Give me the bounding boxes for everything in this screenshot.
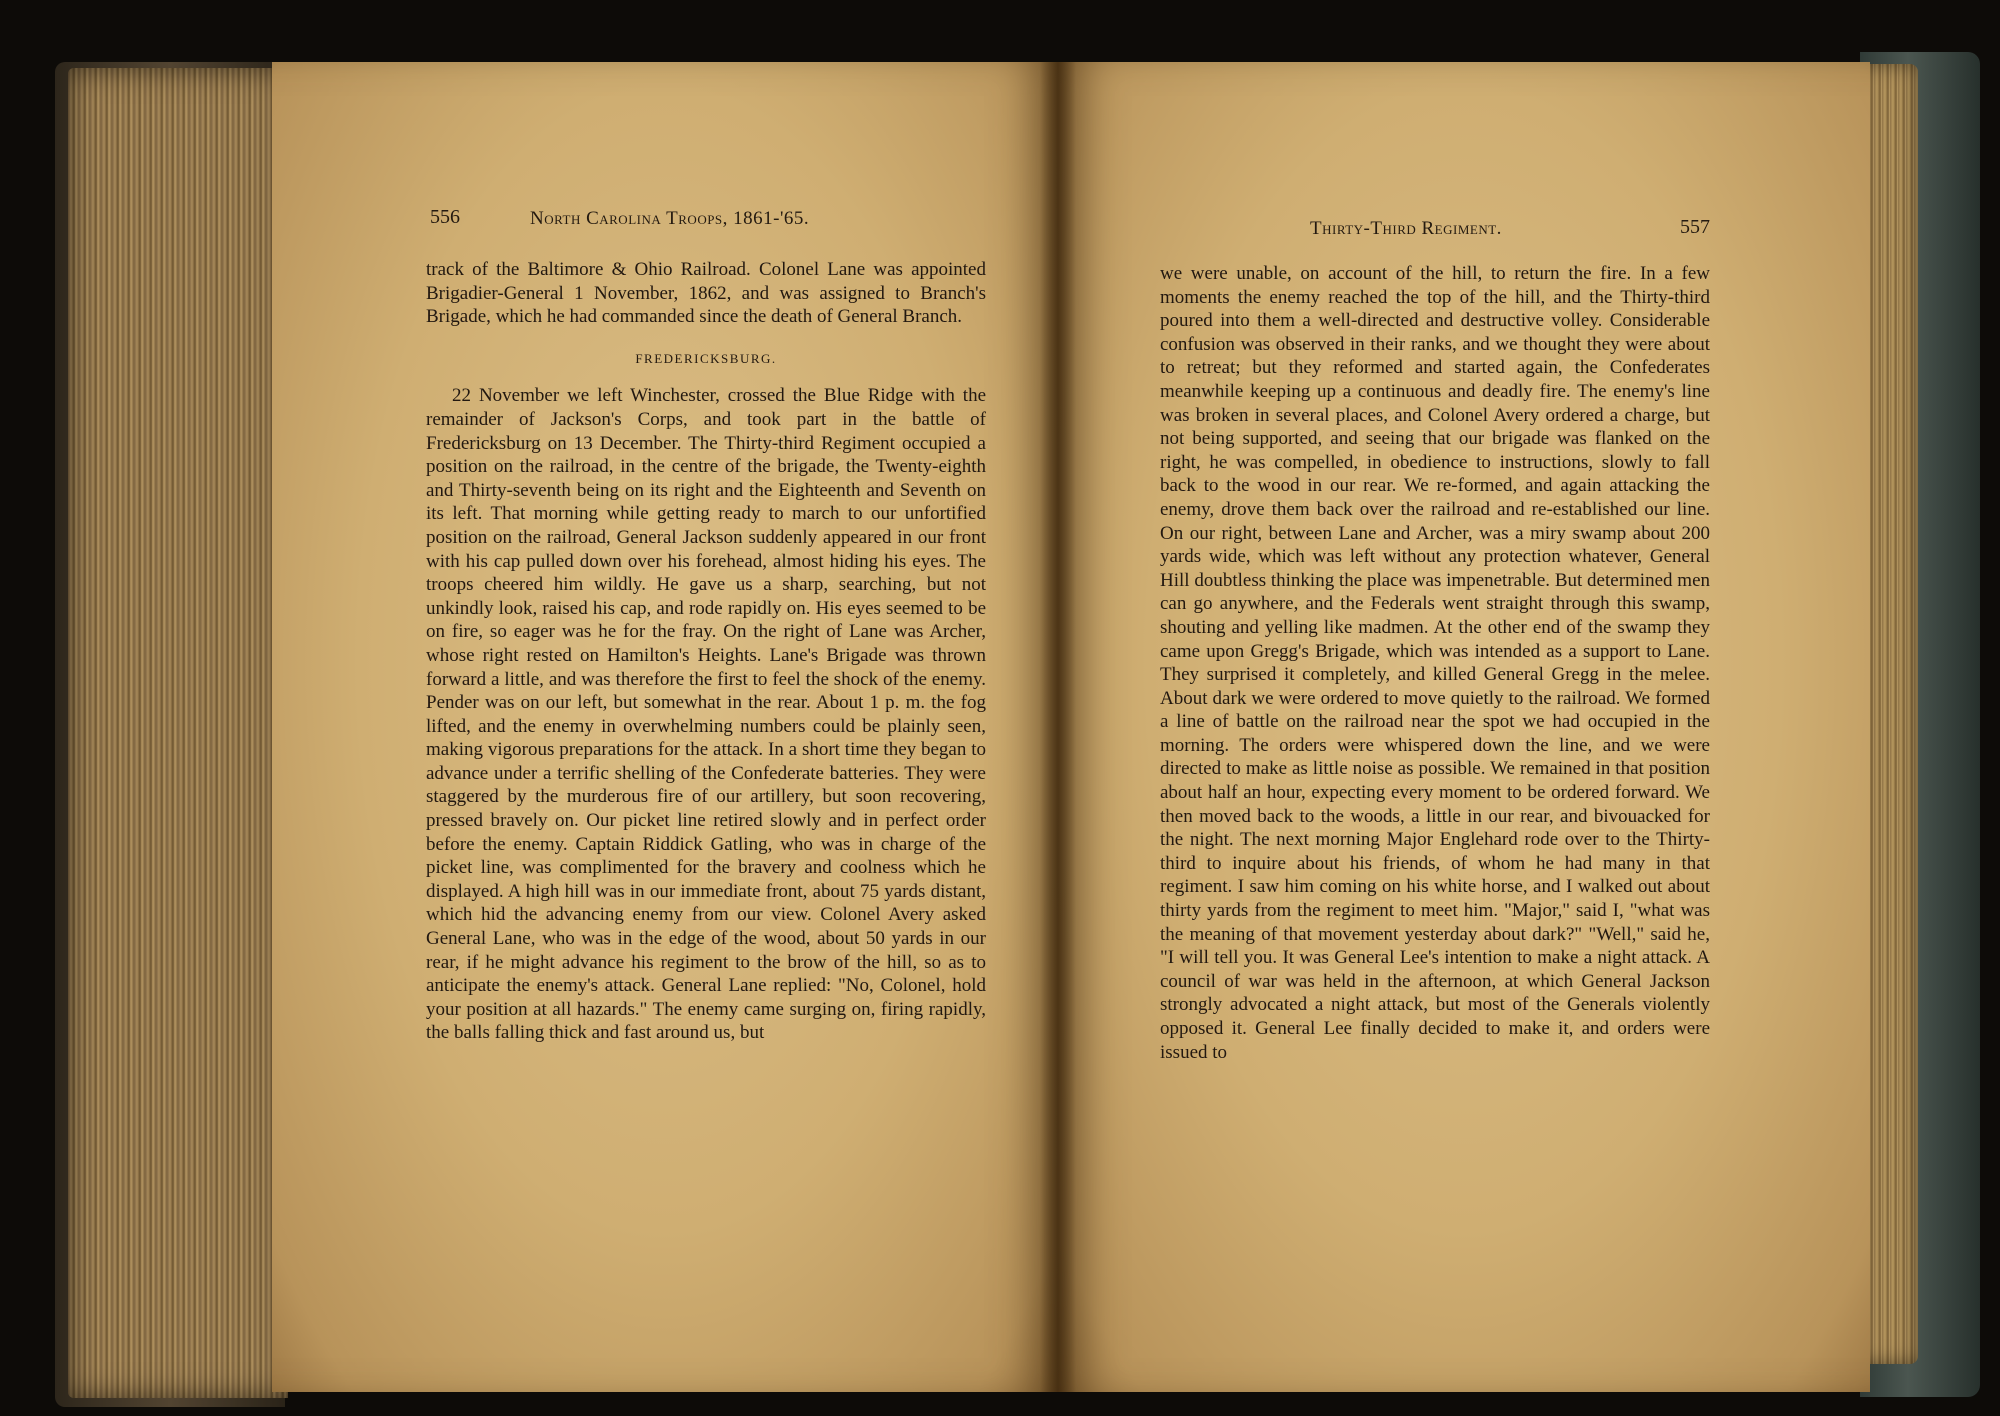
left-page-edges [68,68,288,1398]
left-paragraph-1: track of the Baltimore & Ohio Railroad. Colonel Lane was appointed Brigadier-General 1 November, 1862, and was assigned to Branch's Brigade, which he had commanded since the death of General Branch. [426,259,986,328]
right-page-body [1160,262,1710,1064]
left-running-head: North Carolina Troops, 1861-'65. [530,208,810,229]
right-running-head: Thirty-Third Regiment. [1310,218,1502,239]
left-paragraph-2: 22 November we left Winchester, crossed the Blue Ridge with the remainder of Jackson's Corps, and took part in the battle of Fredericksburg on 13 December. The Thirty-third Regiment occupied a position on the railroad, in the centre of the brigade, the Twenty-eighth and Thirty-seventh being on its right and the Eighteenth and Seventh on its left. That morning while getting ready to march to our unfortified position on the railroad, General Jackson suddenly appeared in our front with his cap pulled down over his forehead, almost hiding his eyes. The troops cheered him wildly. He gave us a sharp, searching, but not unkindly look, raised his cap, and rode rapidly on. His eyes seemed to be on fire, so eager was he for the fray. On the right of Lane was Archer, whose right rested on Hamilton's Heights. Lane's Brigade was thrown forward a little, and was therefore the first to feel the shock of the enemy. Pender was on our left, but somewhat in the rear. About 1 p. m. the fog lifted, and the enemy in overwhelming numbers could be plainly seen, making vigorous preparations for the attack. In a short time they began to advance under a terrific shelling of the Confederate batteries. They were staggered by the murderous fire of our artillery, but soon recovering, pressed bravely on. Our picket line retired slowly and in perfect order before the enemy. Captain Riddick Gatling, who was in charge of the picket line, was complimented for the bravery and coolness which he displayed. A high hill was in our immediate front, about 75 yards distant, which hid the advancing enemy from our view. Colonel Avery asked General Lane, who was in the edge of the wood, about 50 yards in our rear, if he might advance his regiment to the brow of the hill, so as to anticipate the enemy's attack. General Lane replied: "No, Colonel, hold your position at all hazards." The enemy came surging on, firing rapidly, the balls falling thick and fast around us, but [426,385,986,1044]
left-page-number: 556 [430,206,460,228]
right-page-number: 557 [1680,216,1710,238]
right-paragraph-1: we were unable, on account of the hill, to return the fire. In a few moments the enemy reached the top of the hill, and the Thirty-third poured into them a well-directed and destructive volley. Considerable confusion was observed in their ranks, and we thought they were about to retreat; but they reformed and started again, the Confederates meanwhile keeping up a continuous and deadly fire. The enemy's line was broken in several places, and Colonel Avery ordered a charge, but not being supported, and seeing that our brigade was flanked on the right, he was compelled, in obedience to instructions, slowly to fall back to the wood in our rear. We re-formed, and again attacking the enemy, drove them back over the railroad and re-established our line. On our right, between Lane and Archer, was a miry swamp about 200 yards wide, which was left without any protection whatever, General Hill doubtless thinking the place was impenetrable. But determined men can go anywhere, and the Federals went straight through this swamp, shouting and yelling like madmen. At the other end of the swamp they came upon Gregg's Brigade, which was intended as a support to Lane. They surprised it completely, and killed General Gregg in the melee. About dark we were ordered to move quietly to the railroad. We formed a line of battle on the railroad near the spot we had occupied in the morning. The orders were whispered down the line, and we were directed to make as little noise as possible. We remained in that position about half an hour, expecting every moment to be ordered forward. We then moved back to the woods, a little in our rear, and bivouacked for the night. The next morning Major Englehard rode over to the Thirty-third to inquire about his friends, of whom he had many in that regiment. I saw him coming on his white horse, and I walked out about thirty yards from the regiment to meet him. "Major," said I, "what was the meaning of that movement yesterday about dark?" "Well," said he, "I will tell you. It was General Lee's intention to make a night attack. A council of war was held in the afternoon, at which General Jackson strongly advocated a night attack, but most of the Generals violently opposed it. General Lee finally decided to make it, and orders were issued to [1160,263,1710,1063]
left-page-body [426,258,986,1045]
book-gutter [1040,62,1076,1392]
section-heading: FREDERICKSBURG. [635,350,777,366]
